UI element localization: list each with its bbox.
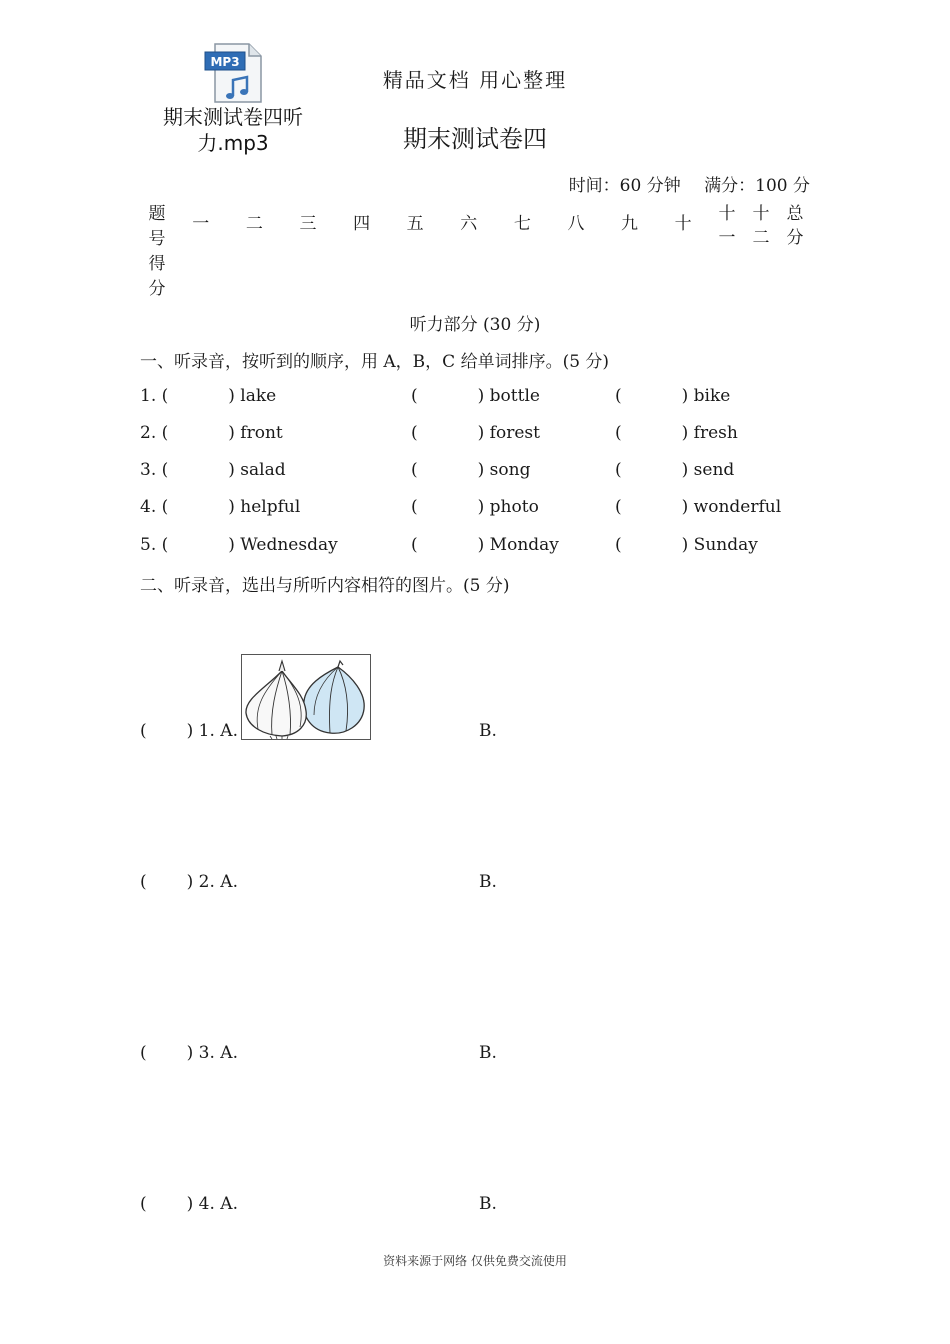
- svg-text:MP3: MP3: [210, 55, 240, 69]
- garlic-onion-image: [241, 654, 371, 740]
- word-order-row: 2. ( ) front ( ) forest ( ) fresh: [140, 423, 738, 443]
- score-col-total: 总分: [786, 204, 804, 248]
- score-col-8: 八: [567, 214, 585, 234]
- picture-option-b-4: B.: [479, 1194, 497, 1214]
- mp3-filename[interactable]: 期末测试卷四听力.mp3: [163, 105, 303, 155]
- page-header: 精品文档 用心整理: [382, 68, 568, 92]
- page-title: 期末测试卷四: [403, 125, 547, 153]
- picture-option-b-3: B.: [479, 1043, 497, 1063]
- exam-time: 时间：60 分钟: [568, 176, 681, 196]
- score-col-9: 九: [621, 214, 639, 234]
- picture-option-b-1: B.: [479, 721, 497, 741]
- score-col-5: 五: [406, 214, 424, 234]
- picture-question-4: ( ) 4. A.: [140, 1194, 238, 1214]
- score-col-2: 二: [245, 214, 263, 234]
- exam-full-score: 满分：100 分: [704, 176, 810, 196]
- word-order-row: 3. ( ) salad ( ) song ( ) send: [140, 460, 735, 480]
- picture-question-2: ( ) 2. A.: [140, 872, 238, 892]
- word-order-row: 4. ( ) helpful ( ) photo ( ) wonderful: [140, 497, 782, 517]
- score-col-4: 四: [353, 214, 371, 234]
- score-col-12: 十二: [752, 204, 770, 248]
- picture-question-3: ( ) 3. A.: [140, 1043, 238, 1063]
- score-table-row-label: 题号 得分: [148, 204, 166, 299]
- exam-meta: [551, 171, 810, 196]
- word-order-row: 1. ( ) lake ( ) bottle ( ) bike: [140, 386, 731, 406]
- score-col-11: 十一: [718, 204, 736, 248]
- picture-option-b-2: B.: [479, 872, 497, 892]
- word-order-row: 5. ( ) Wednesday ( ) Monday ( ) Sunday: [140, 535, 758, 555]
- listening-section-title: 听力部分 (30 分): [409, 315, 541, 335]
- page-footer: 资料来源于网络 仅供免费交流使用: [383, 1254, 567, 1268]
- mp3-file-icon[interactable]: [203, 42, 263, 104]
- picture-question-1: ( ) 1. A.: [140, 721, 238, 741]
- score-col-1: 一: [192, 214, 210, 234]
- score-col-7: 七: [513, 214, 531, 234]
- score-col-6: 六: [460, 214, 478, 234]
- section1-instruction: 一、听录音，按听到的顺序，用 A，B，C 给单词排序。(5 分): [140, 352, 610, 372]
- score-col-10: 十: [674, 214, 692, 234]
- section2-instruction: 二、听录音，选出与所听内容相符的图片。(5 分): [140, 576, 510, 596]
- score-table: [140, 202, 812, 302]
- score-col-3: 三: [299, 214, 317, 234]
